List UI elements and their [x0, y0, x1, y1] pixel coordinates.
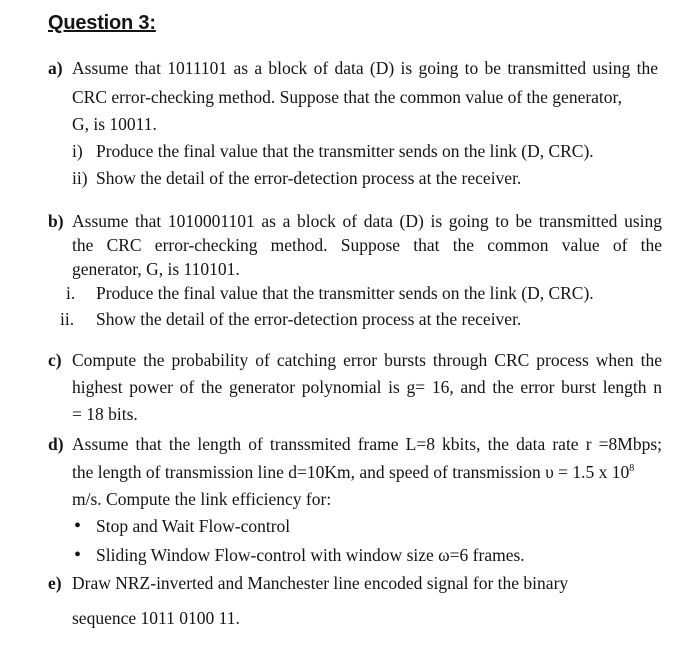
part-d-bullet-2: Sliding Window Flow-control with window size ω=6 frames.	[96, 545, 525, 565]
part-a-line-3: G, is 10011.	[72, 114, 157, 134]
part-a-sub-ii-label: ii)	[72, 168, 88, 188]
part-d-line-2-text: the length of transmission line d=10Km, and speed of transmission υ = 1.5 x 10	[72, 462, 630, 482]
part-a-sub-ii-text: Show the detail of the error-detection process at the receiver.	[96, 168, 522, 188]
part-b-line-3: generator, G, is 110101.	[72, 259, 240, 279]
part-d-label: d)	[48, 434, 64, 454]
part-c-line-2: highest power of the generator polynomial is g= 16, and the error burst length n	[72, 377, 662, 397]
part-a-label: a)	[48, 58, 63, 78]
bullet-icon: •	[74, 515, 82, 537]
part-e-label: e)	[48, 573, 62, 593]
part-a-sub-i-label: i)	[72, 141, 83, 161]
part-d-exponent: 8	[629, 463, 635, 474]
question-title: Question 3:	[48, 12, 156, 34]
part-c-line-1: Compute the probability of catching error bursts through CRC process when the	[72, 350, 662, 370]
part-a-line-1: Assume that 1011101 as a block of data (D) is going to be transmitted using the	[72, 58, 658, 78]
part-b-sub-ii-label: ii.	[60, 309, 75, 329]
part-b-line-2: the CRC error-checking method. Suppose that the common value of the	[72, 235, 662, 255]
bullet-icon: •	[74, 544, 82, 566]
part-b-line-1: Assume that 1010001101 as a block of data (D) is going to be transmitted using	[72, 211, 662, 231]
part-d-line-2	[72, 462, 634, 482]
part-d-line-1: Assume that the length of transsmited frame L=8 kbits, the data rate r =8Mbps;	[72, 434, 662, 454]
part-d-bullet-1: Stop and Wait Flow-control	[96, 516, 291, 536]
part-e-line-2: sequence 1011 0100 11.	[72, 608, 240, 628]
part-c-line-3: = 18 bits.	[72, 404, 138, 424]
part-a-line-2: CRC error-checking method. Suppose that the common value of the generator,	[72, 87, 623, 107]
part-c-label: c)	[48, 350, 62, 370]
part-b-sub-i-text: Produce the final value that the transmitter sends on the link (D, CRC).	[96, 283, 594, 303]
part-a-sub-i-text: Produce the final value that the transmitter sends on the link (D, CRC).	[96, 141, 594, 161]
part-d-line-3: m/s. Compute the link efficiency for:	[72, 489, 332, 509]
part-b-sub-ii-text: Show the detail of the error-detection process at the receiver.	[96, 309, 522, 329]
part-b-sub-i-label: i.	[66, 283, 76, 303]
part-b-label: b)	[48, 211, 64, 231]
part-e-line-1: Draw NRZ-inverted and Manchester line encoded signal for the binary	[72, 573, 569, 593]
